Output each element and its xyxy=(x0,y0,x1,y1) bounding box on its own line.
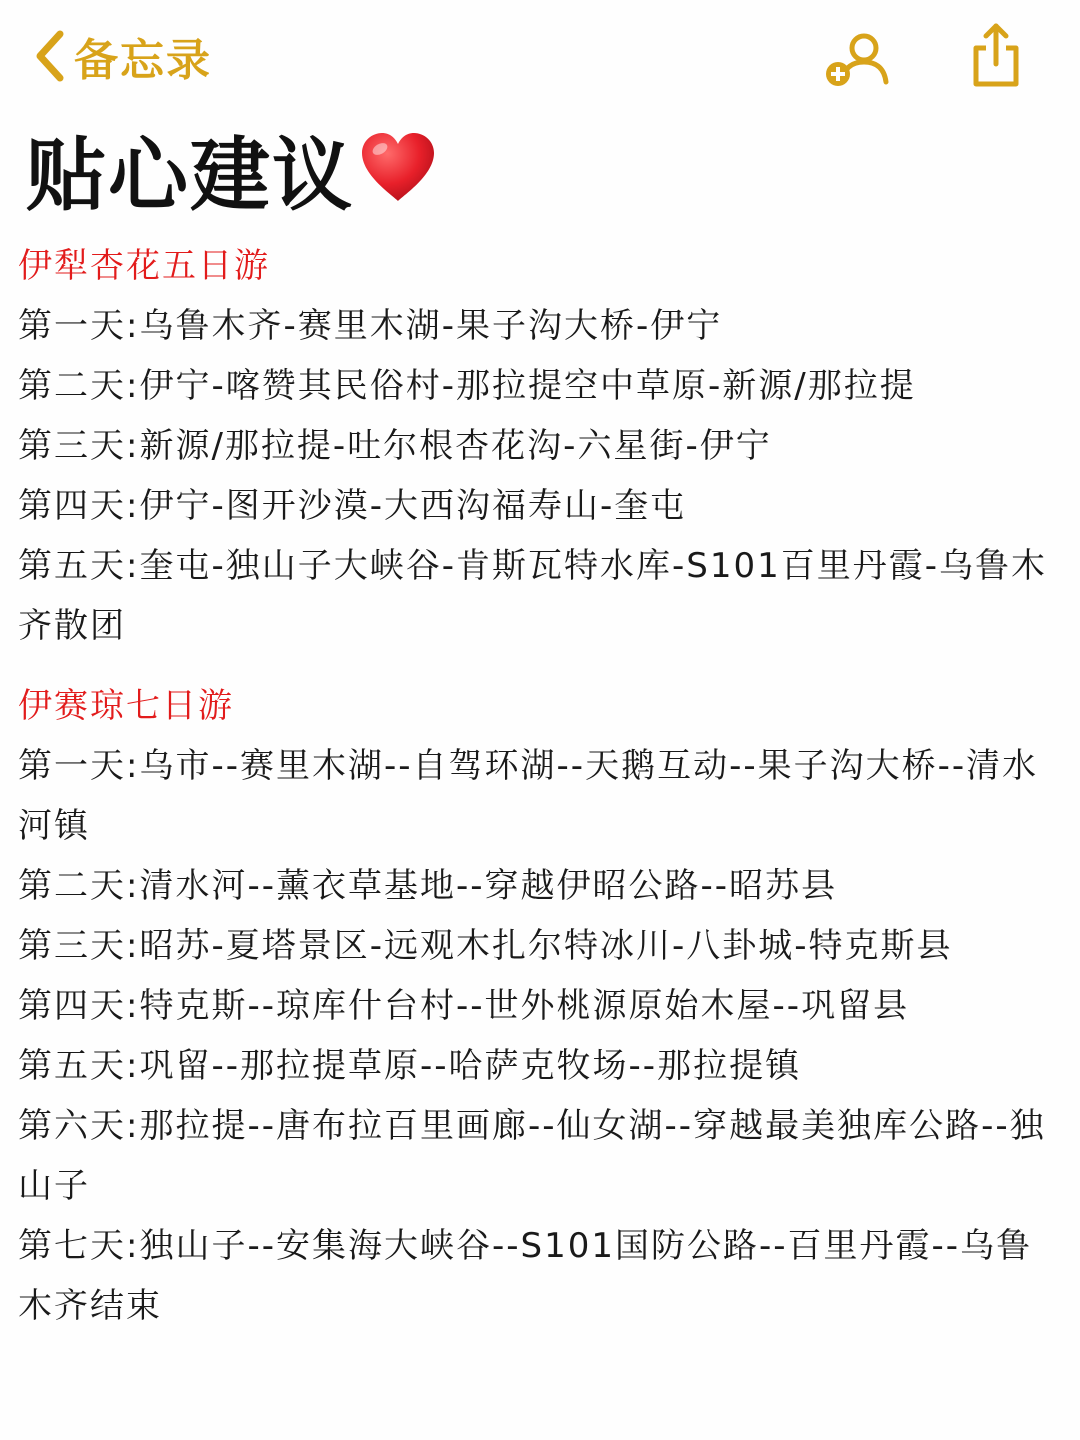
section-heading: 伊犁杏花五日游 xyxy=(18,246,270,286)
day-line: 第五天:巩留--那拉提草原--哈萨克牧场--那拉提镇 xyxy=(18,1046,802,1086)
day-line: 第一天:乌鲁木齐-赛里木湖-果子沟大桥-伊宁 xyxy=(18,306,723,346)
share-button[interactable] xyxy=(968,20,1024,90)
note-title-row xyxy=(26,118,438,222)
day-line: 第三天:昭苏-夏塔景区-远观木扎尔特冰川-八卦城-特克斯县 xyxy=(18,926,953,966)
chevron-left-icon xyxy=(30,28,70,84)
itinerary-section xyxy=(18,676,1068,1336)
section-gap xyxy=(18,656,1068,676)
day-line: 第七天:独山子--安集海大峡谷--S101国防公路--百里丹霞--乌鲁木齐结束 xyxy=(18,1226,1033,1326)
note-body[interactable] xyxy=(18,236,1068,1336)
section-heading: 伊赛琼七日游 xyxy=(18,686,234,726)
navigation-bar xyxy=(0,0,1080,110)
day-line: 第二天:清水河--薰衣草基地--穿越伊昭公路--昭苏县 xyxy=(18,866,838,906)
itinerary-section xyxy=(18,236,1068,656)
day-line: 第五天:奎屯-独山子大峡谷-肯斯瓦特水库-S101百里丹霞-乌鲁木齐散团 xyxy=(18,546,1048,646)
note-title: 贴心建议 xyxy=(26,128,354,222)
day-line: 第一天:乌市--赛里木湖--自驾环湖--天鹅互动--果子沟大桥--清水河镇 xyxy=(18,746,1039,846)
day-line: 第六天:那拉提--唐布拉百里画廊--仙女湖--穿越最美独库公路--独山子 xyxy=(18,1106,1046,1206)
back-label: 备忘录 xyxy=(74,35,212,86)
day-line: 第三天:新源/那拉提-吐尔根杏花沟-六星街-伊宁 xyxy=(18,426,772,466)
heart-icon xyxy=(358,131,438,205)
day-line: 第四天:特克斯--琼库什台村--世外桃源原始木屋--巩留县 xyxy=(18,986,910,1026)
day-line: 第二天:伊宁-喀赞其民俗村-那拉提空中草原-新源/那拉提 xyxy=(18,366,916,406)
share-icon xyxy=(968,20,1024,90)
add-person-button[interactable] xyxy=(818,26,898,90)
back-button[interactable] xyxy=(30,26,212,86)
day-line: 第四天:伊宁-图开沙漠-大西沟福寿山-奎屯 xyxy=(18,486,687,526)
add-person-icon xyxy=(818,26,898,90)
